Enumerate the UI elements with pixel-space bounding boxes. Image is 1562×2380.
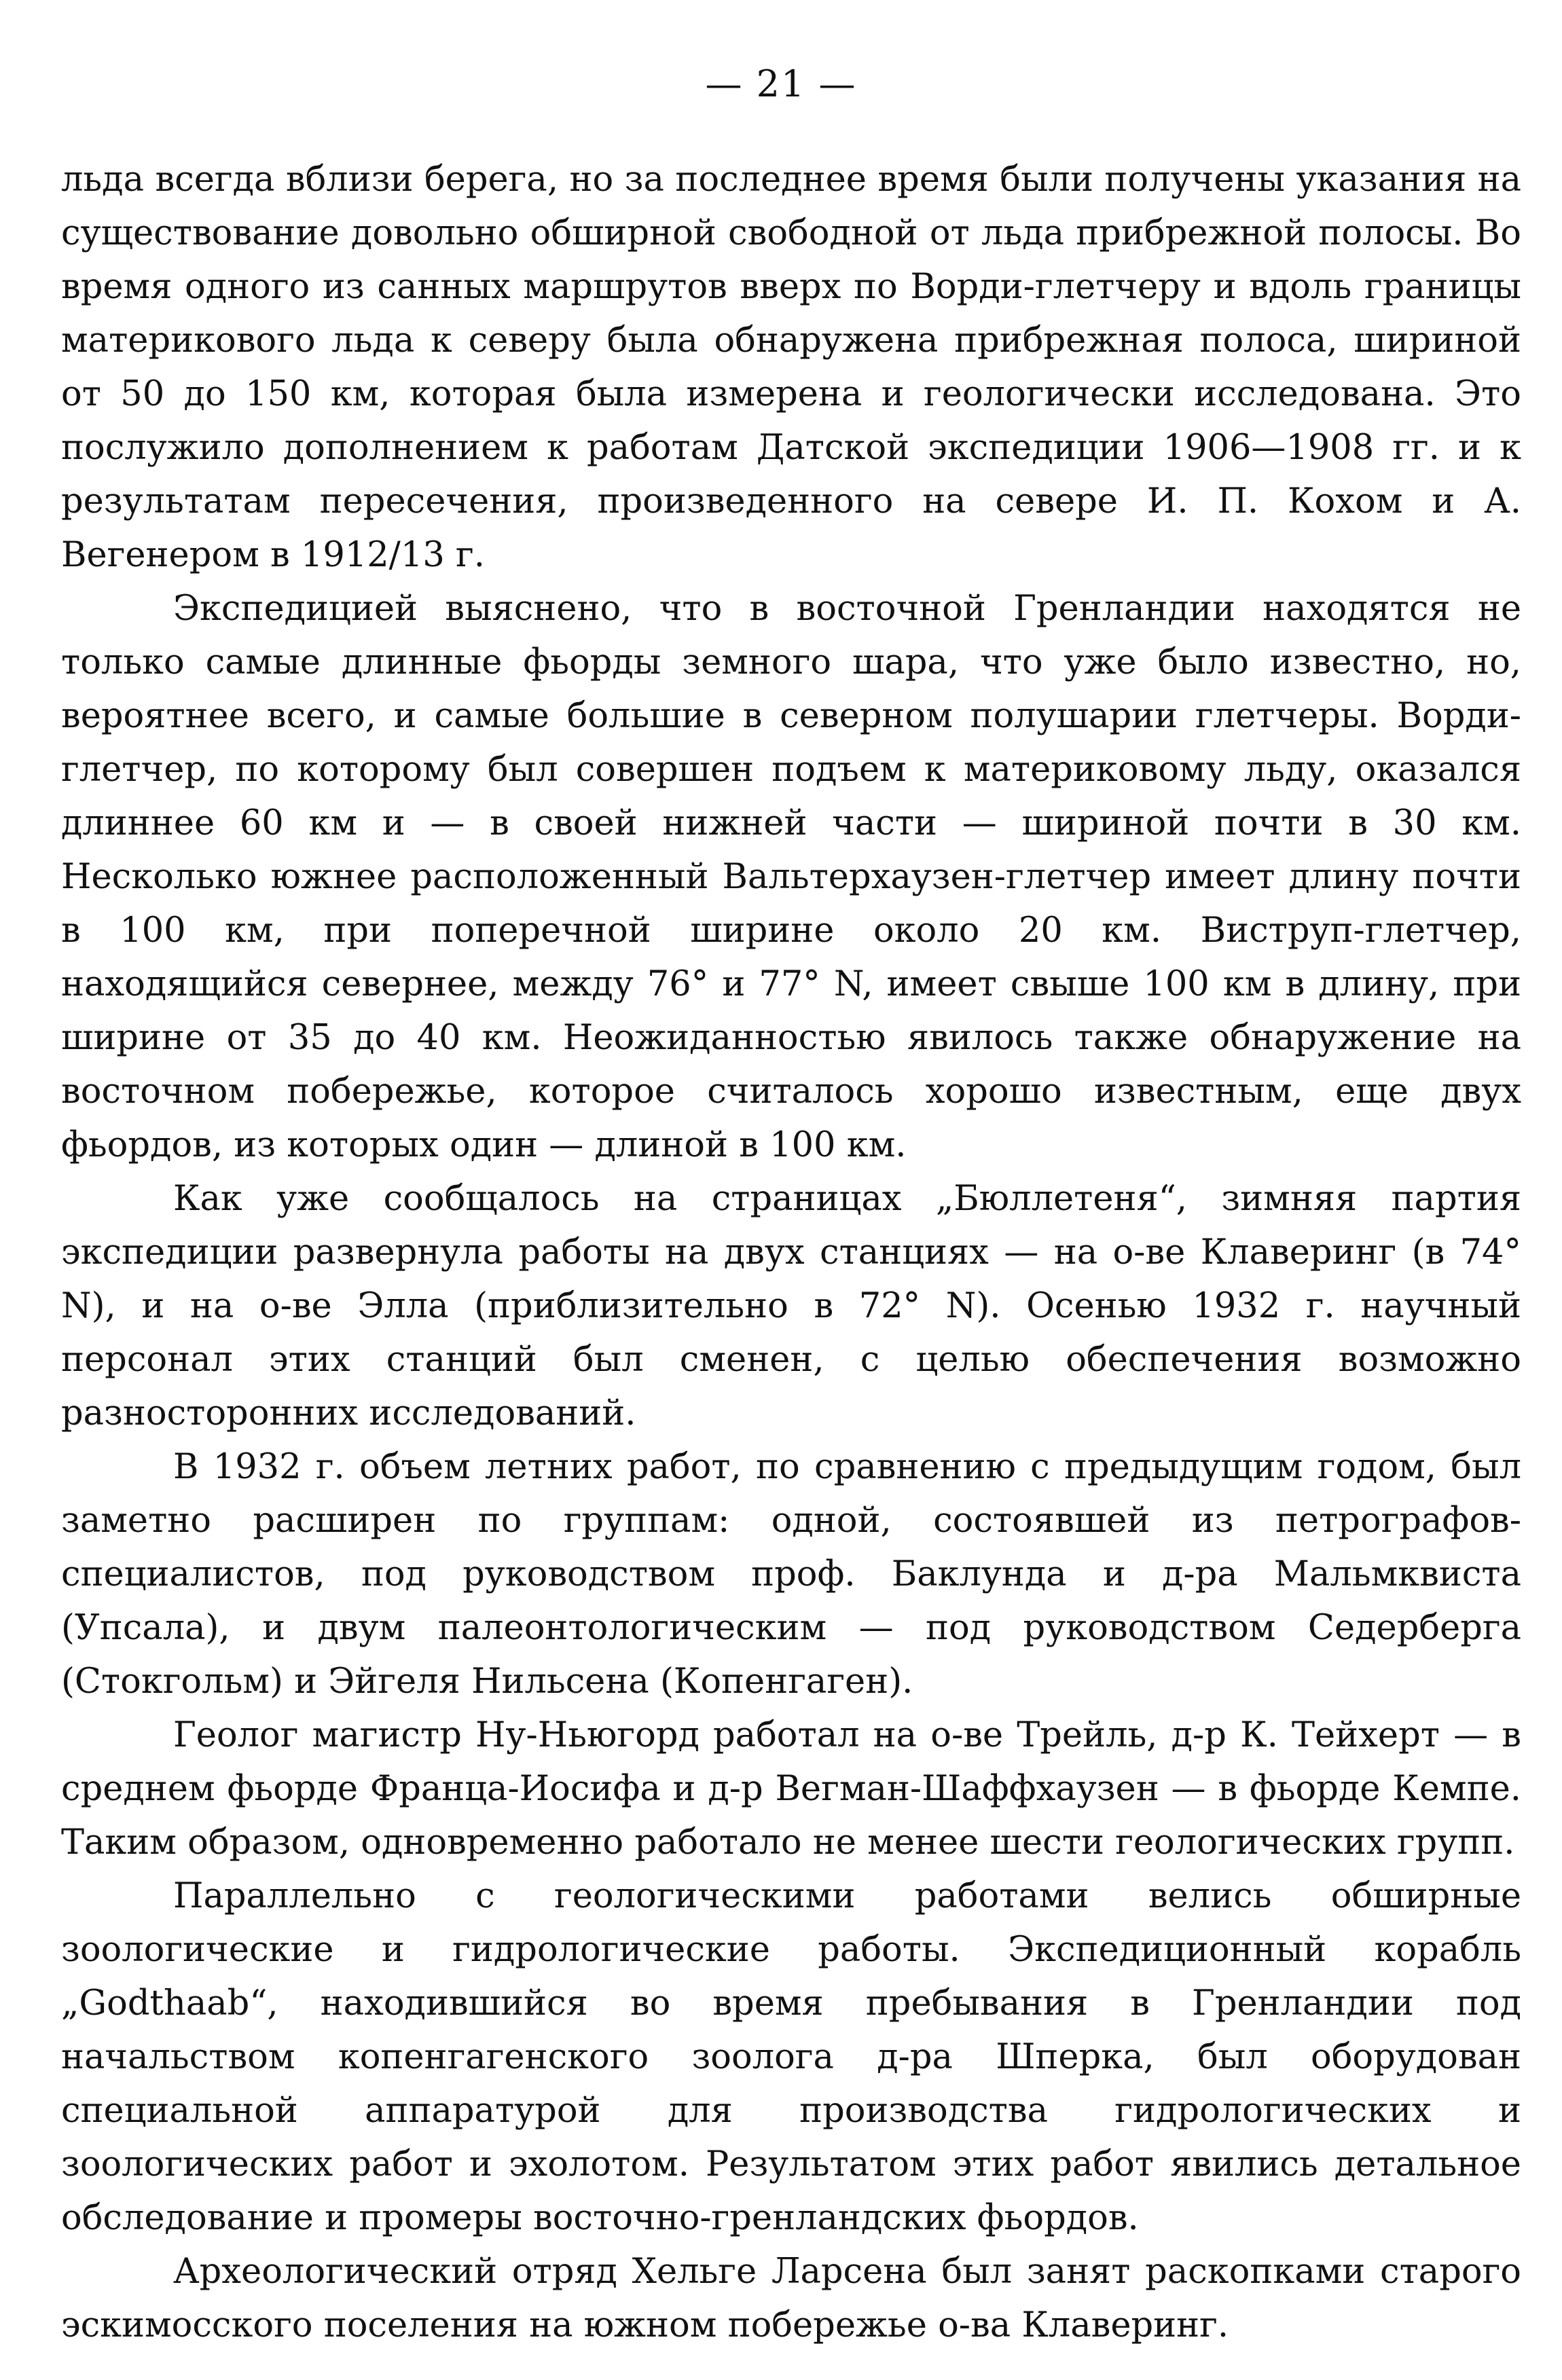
page-number: — 21 — [705,62,857,105]
paragraph-5: Геолог магистр Ну-Ньюгорд работал на о-ве Трейль, д-р К. Тейхерт — в среднем фьорде Франца-Иосифа и д-р Вегман-Шаффхаузен — в фьорде Кемпе. Таким образом, одновременно работало не менее шести геологических групп. [61,1715,1521,1863]
paragraph-1: льда всегда вблизи берега, но за последнее время были получены указания на существование довольно обширной свободной от льда прибрежной полосы. Во время одного из санных маршрутов вверх по Ворди-глетчеру и вдоль границы материкового льда к северу была обнаружена прибрежная полоса, шириной от 50 до 150 км, которая была измерена и геологически исследована. Это послужило дополнением к работам Датской экспедиции 1906—1908 гг. и к результатам пересечения, произведенного на севере И. П. Кохом и А. Вегенером в 1912/13 г. [61,160,1521,575]
paragraph-7: Археологический отряд Хельге Ларсена был занят раскопками старого эскимосского поселения на южном побережье о-ва Клаверинг. [61,2252,1521,2345]
paragraph-3: Как уже сообщалось на страницах „Бюллетеня“, зимняя партия экспедиции развернула работы на двух станциях — на о-ве Клаверинг (в 74° N), и на о-ве Элла (приблизительно в 72° N). Осенью 1932 г. научный персонал этих станций был сменен, с целью обеспечения возможно разносторонних исследований. [61,1179,1521,1433]
paragraph-2: Экспедицией выяснено, что в восточной Гренландии находятся не только самые длинные фьорды земного шара, что уже было известно, но, вероятнее всего, и самые большие в северном полушарии глетчеры. Ворди-глетчер, по которому был совершен подъем к материковому льду, оказался длиннее 60 км и — в своей нижней части — шириной почти в 30 км. Несколько южнее расположенный Вальтерхаузен-глетчер имеет длину почти в 100 км, при поперечной ширине около 20 км. Виструп-глетчер, находящийся севернее, между 76° и 77° N, имеет свыше 100 км в длину, при ширине от 35 до 40 км. Неожиданностью явилось также обнаружение на восточном побережье, которое считалось хорошо известным, еще двух фьордов, из которых один — длиной в 100 км. [61,589,1521,1165]
body-text [61,153,1521,2352]
paragraph-6: Параллельно с геологическими работами велись обширные зоологические и гидрологические работы. Экспедиционный корабль „Godthaab“, находившийся во время пребывания в Гренландии под начальством копенгагенского зоолога д-ра Шперка, был оборудован специальной аппаратурой для производства гидрологических и зоологических работ и эхолотом. Результатом этих работ явились детальное обследование и промеры восточно-гренландских фьордов. [61,1876,1521,2238]
paragraph-4: В 1932 г. объем летних работ, по сравнению с предыдущим годом, был заметно расширен по группам: одной, состоявшей из петрографов-специалистов, под руководством проф. Баклунда и д-ра Мальмквиста (Упсала), и двум палеонтологическим — под руководством Седерберга (Стокгольм) и Эйгеля Нильсена (Копенгаген). [61,1447,1521,1702]
